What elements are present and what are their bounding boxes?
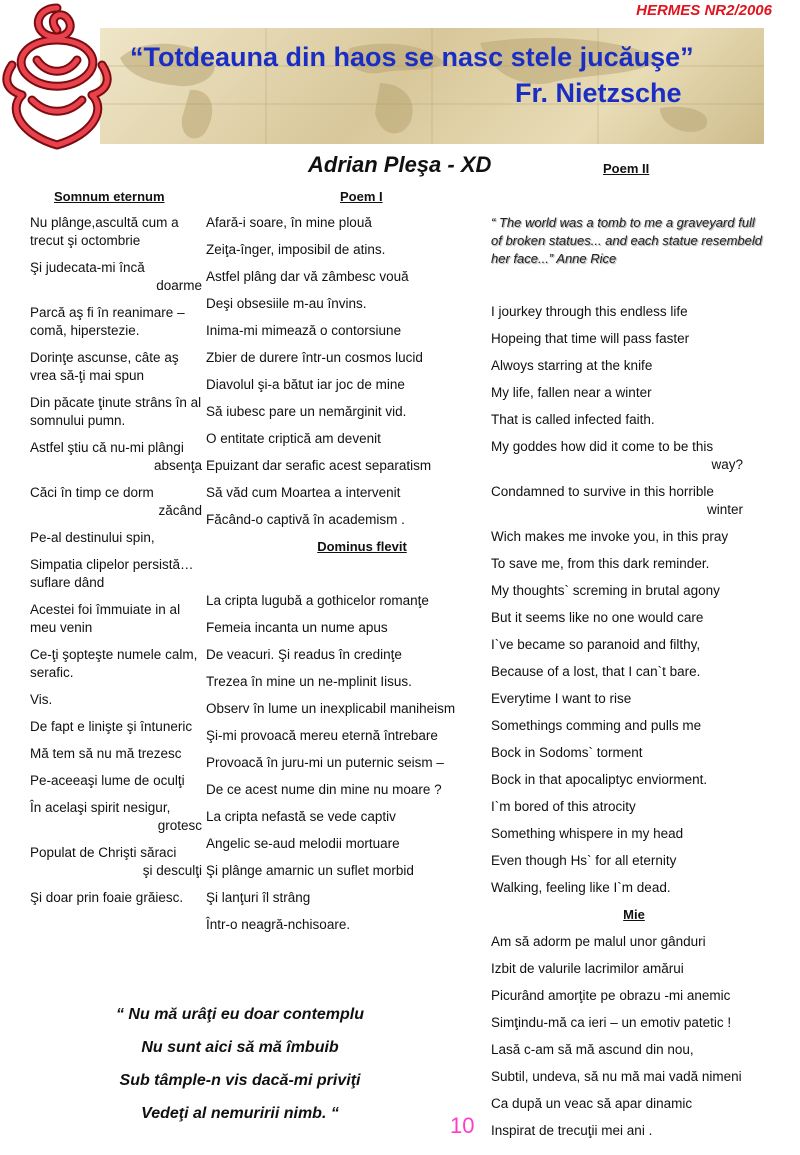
stanza-line: Vis. — [30, 692, 53, 707]
poem-line — [491, 609, 767, 636]
stanza — [30, 529, 202, 547]
closing-quatrain — [60, 998, 420, 1130]
poem-line: Şi-mi provoacă mereu eternă întrebare — [206, 728, 438, 743]
page-number: 10 — [450, 1113, 475, 1138]
stanza-line: Pe-aceeaşi lume de oculţi — [30, 773, 185, 788]
stanza — [30, 799, 202, 835]
poem-line: Lasă c-am să mă ascund din nou, — [491, 1042, 694, 1057]
poem-line-text: My goddes how did it come to be this — [491, 439, 714, 454]
poem-line-text: Bock in Sodoms` torment — [491, 745, 643, 760]
closing-line: “ Nu mă urâţi eu doar contemplu — [115, 1006, 365, 1023]
stanza-line: Ce-ţi şopteşte numele calm, serafic. — [30, 647, 198, 680]
poem-line: Inspirat de trecuţii mei ani . — [491, 1123, 653, 1138]
stanza — [30, 889, 202, 907]
poem-line: Şi lanţuri îl strâng — [206, 890, 311, 905]
poem-line — [491, 555, 767, 582]
poem-line — [491, 528, 767, 555]
stanza — [30, 394, 202, 430]
poem-line-text: Bock in that apocaliptyc enviorment. — [491, 772, 708, 787]
stanza-line: Nu plânge,ascultă cum a trecut şi octombrie — [30, 215, 179, 248]
stanza — [30, 745, 202, 763]
closing-line: Sub tâmple-n vis dacă-mi priviţi — [119, 1072, 361, 1089]
closing-line: Vedeţi al nemuririi nimb. “ — [141, 1105, 339, 1122]
stanza — [30, 691, 202, 709]
poem-line-continuation: winter — [706, 502, 743, 517]
stanza-line-continuation: doarme — [156, 278, 202, 293]
stanza — [30, 304, 202, 340]
stanza-line: Şi doar prin foaie grăiesc. — [30, 890, 184, 905]
poem-line-text: Because of a lost, that I can`t bare. — [491, 664, 701, 679]
poem-line — [491, 690, 767, 717]
stanza — [30, 556, 202, 592]
author-name: Adrian Pleşa - XD — [308, 152, 492, 177]
stanza-line-continuation: grotesc — [157, 818, 202, 833]
stanza-line-continuation: zăcând — [158, 503, 202, 518]
stanza — [30, 349, 202, 385]
header-quote: “Totdeauna din haos se nasc stele jucăuşe” — [130, 42, 694, 72]
stanza-line: Din păcate ţinute strâns în al somnului pumn. — [30, 395, 202, 428]
poem-line — [491, 771, 767, 798]
stanza-line: Căci în timp ce dorm — [30, 485, 154, 500]
poem-line — [491, 411, 767, 438]
middle-column — [206, 214, 488, 943]
stanza — [30, 259, 202, 295]
poem-line-continuation: way? — [711, 457, 743, 472]
poem-line: Izbit de valurile lacrimilor amărui — [491, 961, 684, 976]
poem-line — [491, 663, 767, 690]
poem-line-text: My thoughts` screming in brutal agony — [491, 583, 720, 598]
poem-line — [491, 636, 767, 663]
stanza-line: Acestei foi îmmuiate in al meu venin — [30, 602, 181, 635]
poem-line — [491, 330, 767, 357]
poem2-epigraph: “ The world was a tomb to me a graveyard full of broken statues... and each statue resembeld her face...” Anne Rice — [491, 215, 763, 266]
stanza — [30, 844, 202, 880]
poem-line — [491, 582, 767, 609]
stanza-line: Şi judecata-mi încă — [30, 260, 145, 275]
poem-line: O entitate criptică am devenit — [206, 431, 381, 446]
poem-line: Zbier de durere într-un cosmos lucid — [206, 350, 423, 365]
poem-line: Femeia incanta un nume apus — [206, 620, 388, 635]
poem-line — [491, 879, 767, 906]
poem-line: Simţindu-mă ca ieri – un emotiv patetic ! — [491, 1015, 732, 1030]
poem-line-text: My life, fallen near a winter — [491, 385, 652, 400]
poem-line: Astfel plâng dar vă zâmbesc vouă — [206, 269, 409, 284]
stanza-line: Parcă aş fi în reanimare – comă, hiperstezie. — [30, 305, 185, 338]
stanza-line: Mă tem să nu mă trezesc — [30, 746, 182, 761]
poem-line: Picurând amorţite pe obrazu -mi anemic — [491, 988, 731, 1003]
poem-line-text: I`ve became so paranoid and filthy, — [491, 637, 701, 652]
poem-line-text: But it seems like no one would care — [491, 610, 704, 625]
poem-line — [491, 357, 767, 384]
poem-line: Observ în lume un inexplicabil maniheism — [206, 701, 456, 716]
poem-line-text: Condamned to survive in this horrible — [491, 484, 714, 499]
poem-line-text: Walking, feeling like I`m dead. — [491, 880, 671, 895]
poem-line — [491, 303, 767, 330]
poem-line: Subtil, undeva, să nu mă mai vadă nimeni — [491, 1069, 742, 1084]
poem-line: Deşi obsesiile m-au învins. — [206, 296, 367, 311]
stanza — [30, 439, 202, 475]
somnum-poem — [30, 214, 202, 916]
stanza — [30, 646, 202, 682]
poem-line: De veacuri. Şi readus în credinţe — [206, 647, 402, 662]
poem-line: De ce acest nume din mine nu moare ? — [206, 782, 442, 797]
poem-line-text: Alwoys starring at the knife — [491, 358, 653, 373]
celtic-knot-logo — [2, 0, 112, 150]
poem-line-text: To save me, from this dark reminder. — [491, 556, 710, 571]
stanza — [30, 484, 202, 520]
poem-line-text: I`m bored of this atrocity — [491, 799, 636, 814]
stanza — [30, 214, 202, 250]
stanza-line: De fapt e linişte şi întuneric — [30, 719, 193, 734]
quote-author: Fr. Nietzsche — [515, 78, 682, 108]
poem-line: Provoacă în juru-mi un puternic seism – — [206, 755, 444, 770]
poem-line: Epuizant dar serafic acest separatism — [206, 458, 432, 473]
poem-line: La cripta lugubă a gothicelor romanţe — [206, 593, 429, 608]
poem-line — [491, 852, 767, 879]
poem-line: Şi plânge amarnic un suflet morbid — [206, 863, 414, 878]
poem-line — [491, 384, 767, 411]
poem-line-text: That is called infected faith. — [491, 412, 655, 427]
dominus-title: Dominus flevit — [317, 539, 407, 554]
stanza-line: În acelaşi spirit nesigur, — [30, 800, 171, 815]
stanza — [30, 601, 202, 637]
poem-line: Făcând-o captivă în academism . — [206, 512, 405, 527]
closing-line: Nu sunt aici să mă îmbuib — [141, 1039, 339, 1056]
poem-line: Inima-mi mimează o contorsiune — [206, 323, 402, 338]
poem-line: Trezea în mine un ne-mplinit Iisus. — [206, 674, 412, 689]
poem-line: Am să adorm pe malul unor gânduri — [491, 934, 706, 949]
poem-line-text: Hopeing that time will pass faster — [491, 331, 690, 346]
stanza-line: Populat de Chrişti săraci — [30, 845, 177, 860]
stanza-line: Simpatia clipelor persistă… suflare dând — [30, 557, 194, 590]
stanza-line-continuation: absenţa — [153, 458, 202, 473]
header-banner — [100, 28, 764, 144]
poem-line — [491, 438, 767, 483]
poem-line: Să iubesc pare un nemărginit vid. — [206, 404, 407, 419]
mie-title: Mie — [623, 907, 645, 922]
poem-line-text: Something whispere in my head — [491, 826, 684, 841]
somnum-title: Somnum eternum — [54, 189, 165, 204]
stanza — [30, 772, 202, 790]
poem-line-text: Even though Hs` for all eternity — [491, 853, 677, 868]
poem-line: Afară-i soare, în mine plouă — [206, 215, 372, 230]
poem-line: Angelic se-aud melodii mortuare — [206, 836, 400, 851]
magazine-issue: HERMES NR2/2006 — [636, 2, 772, 19]
poem-line — [491, 798, 767, 825]
poem2-title: Poem II — [603, 161, 650, 176]
poem-line — [491, 825, 767, 852]
poem-line: Să văd cum Moartea a intervenit — [206, 485, 401, 500]
poem1-title: Poem I — [340, 189, 383, 204]
poem-line: Ca după un veac să apar dinamic — [491, 1096, 693, 1111]
stanza-line: Dorinţe ascunse, câte aş vrea să-ţi mai spun — [30, 350, 179, 383]
poem-line — [491, 483, 767, 528]
poem-line-text: Everytime I want to rise — [491, 691, 632, 706]
stanza — [30, 718, 202, 736]
poem-line: Într-o neagră-nchisoare. — [206, 917, 351, 932]
poem-line-text: I jourkey through this endless life — [491, 304, 688, 319]
poem-line: La cripta nefastă se vede captiv — [206, 809, 396, 824]
poem-line-text: Wich makes me invoke you, in this pray — [491, 529, 729, 544]
poem-line — [491, 717, 767, 744]
poem-line-text: Somethings comming and pulls me — [491, 718, 702, 733]
stanza-line-continuation: şi desculţi — [142, 863, 202, 878]
poem-line: Diavolul şi-a bătut iar joc de mine — [206, 377, 405, 392]
poem-line: Zeiţa-înger, imposibil de atins. — [206, 242, 386, 257]
stanza-line: Astfel ştiu că nu-mi plângi — [30, 440, 184, 455]
poem-line — [491, 744, 767, 771]
right-column — [491, 214, 767, 1149]
stanza-line: Pe-al destinului spin, — [30, 530, 155, 545]
